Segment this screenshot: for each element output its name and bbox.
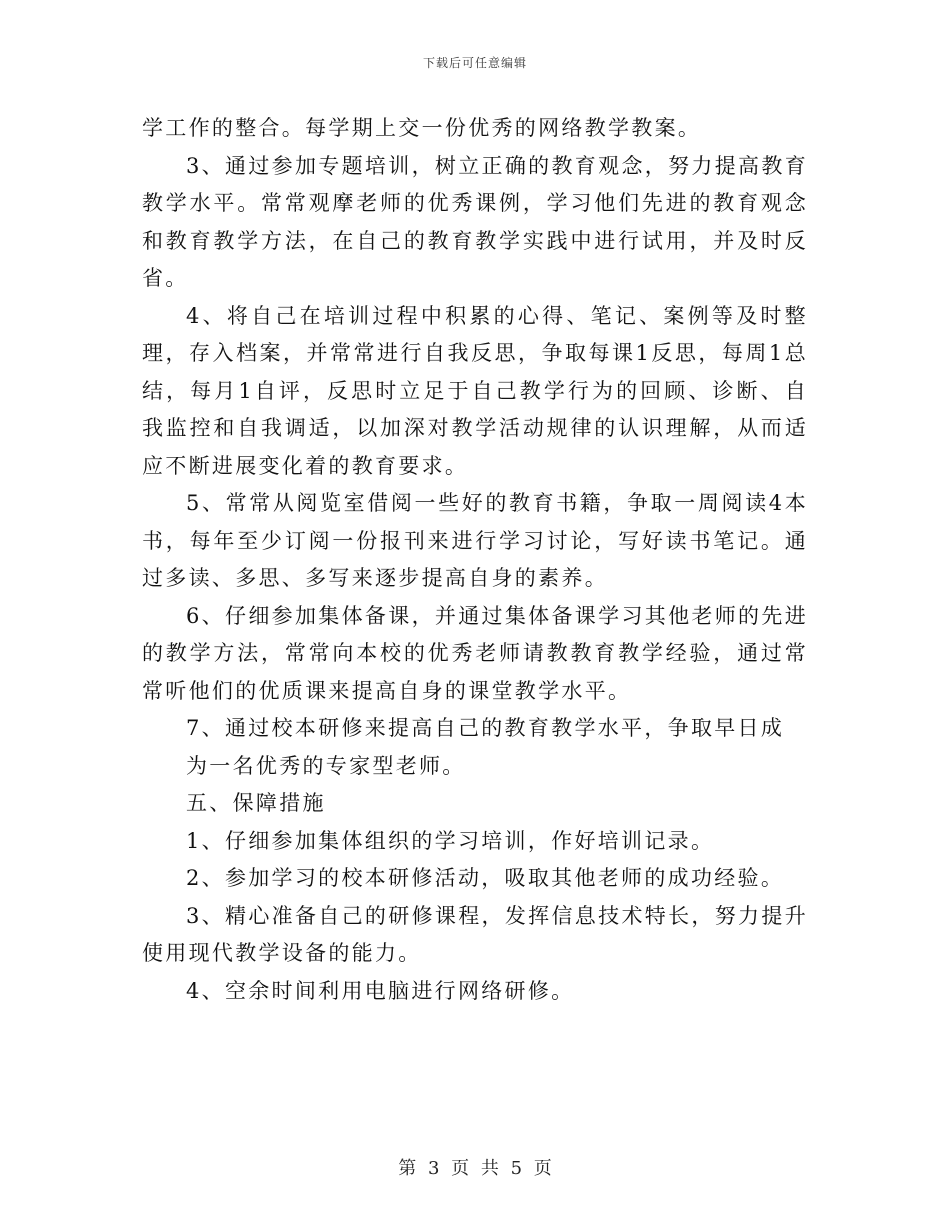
section-heading-safeguards: 五、保障措施 <box>186 791 326 815</box>
safeguard-item-4: 4、空余时间利用电脑进行网络研修。 <box>186 978 575 1003</box>
safeguard-item-3: 3、精心准备自己的研修课程，发挥信息技术特长，努力提升使用现代教学设备的能力。 <box>142 903 808 965</box>
header-note: 下载后可任意编辑 <box>422 56 527 70</box>
paragraph-item-3: 3、通过参加专题培训，树立正确的教育观念，努力提高教育教学水平。常常观摩老师的优秀课例，学习他们先进的教育观念和教育教学方法，在自己的教育教学实践中进行试用，并及时反省。 <box>142 153 808 290</box>
paragraph-continuation: 学工作的整合。每学期上交一份优秀的网络教学教案。 <box>142 116 702 140</box>
document-body <box>142 110 808 1010</box>
paragraph-item-5: 5、常常从阅览室借阅一些好的教育书籍，争取一周阅读4本书，每年至少订阅一份报刊来进行学习讨论，写好读书笔记。通过多读、多思、多写来逐步提高自身的素养。 <box>142 491 808 590</box>
safeguard-item-1: 1、仔细参加集体组织的学习培训，作好培训记录。 <box>186 828 715 853</box>
paragraph-item-7: 7、通过校本研修来提高自己的教育教学水平，争取早日成 <box>186 716 785 740</box>
page-number: 第 3 页 共 5 页 <box>398 1158 552 1179</box>
paragraph-item-6: 6、仔细参加集体备课，并通过集体备课学习其他老师的先进的教学方法，常常向本校的优秀老师请教教育教学经验，通过常常听他们的优质课来提高自身的课堂教学水平。 <box>142 603 808 703</box>
paragraph-item-4: 4、将自己在培训过程中积累的心得、笔记、案例等及时整理，存入档案，并常常进行自我反思，争取每课1反思，每周1总结，每月1自评，反思时立足于自己教学行为的回顾、诊断、自我监控和自我调适，以加深对教学活动规律的认识理解，从而适应不断进展变化着的教育要求。 <box>142 303 808 478</box>
safeguard-item-2: 2、参加学习的校本研修活动，吸取其他老师的成功经验。 <box>186 866 785 890</box>
paragraph-item-7-continued: 为一名优秀的专家型老师。 <box>186 753 466 778</box>
